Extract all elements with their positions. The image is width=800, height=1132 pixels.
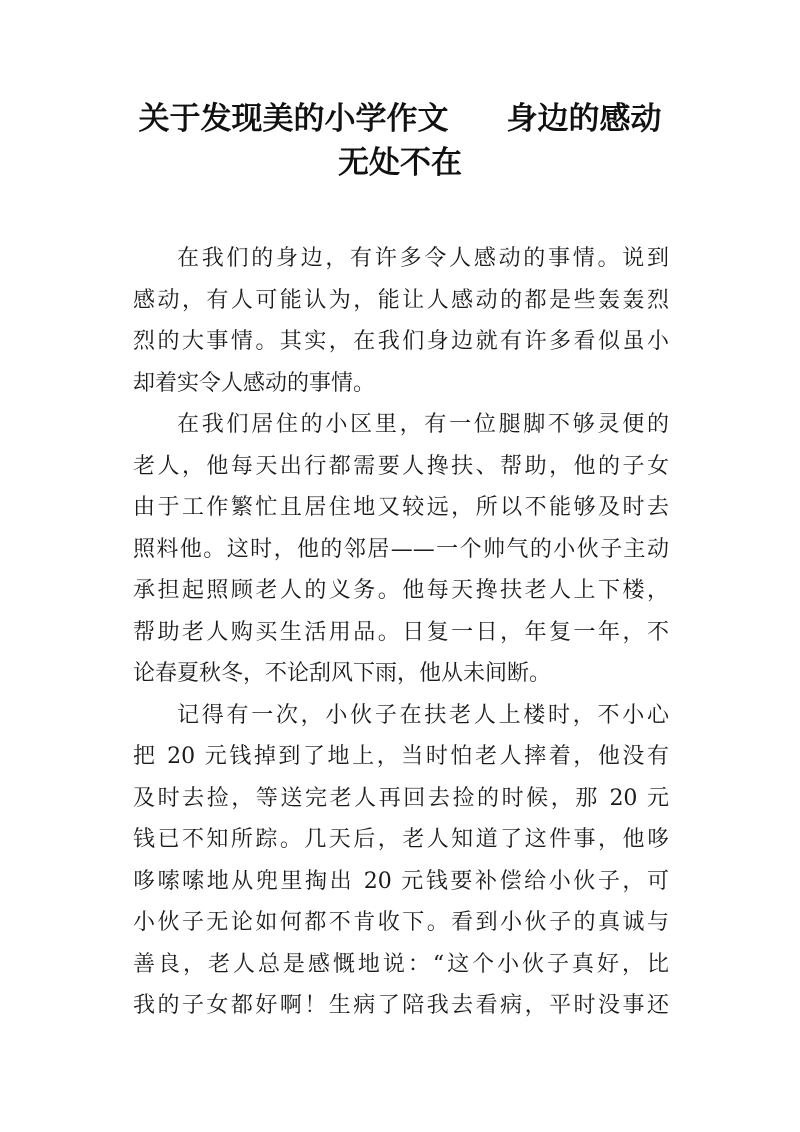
text-line: 哆嗦嗦地从兜里掏出 20 元钱要补偿给小伙子，可 [133, 868, 669, 894]
text-line: 论春夏秋冬，不论刮风下雨，他从未间断。 [133, 661, 552, 686]
document-title [100, 97, 700, 185]
text-line: 把 20 元钱掉到了地上，当时怕老人摔着，他没有 [133, 744, 669, 769]
document-body [133, 238, 669, 1027]
text-line: 感动，有人可能认为，能让人感动的都是些轰轰烈 [133, 287, 669, 313]
title-part-1: 关于发现美的小学作文 [138, 101, 449, 137]
paragraph-2 [133, 404, 669, 695]
text-line: 在我们的身边，有许多令人感动的事情。说到 [177, 246, 669, 271]
text-line: 在我们居住的小区里，有一位腿脚不够灵便的 [177, 412, 669, 437]
title-part-2: 身边的感动 [506, 101, 662, 137]
text-line: 我的子女都好啊！生病了陪我去看病，平时没事还 [133, 993, 669, 1018]
title-line-2: 无处不在 [338, 145, 462, 181]
text-line: 及时去捡，等送完老人再回去捡的时候，那 20 元 [133, 785, 669, 811]
text-line: 老人，他每天出行都需要人搀扶、帮助，他的子女 [133, 453, 669, 479]
text-line: 烈的大事情。其实，在我们身边就有许多看似虽小 [133, 329, 669, 354]
text-line: 照料他。这时，他的邻居——一个帅气的小伙子主动 [133, 536, 669, 562]
text-line: 钱已不知所踪。几天后，老人知道了这件事，他哆 [133, 827, 669, 852]
text-line: 承担起照顾老人的义务。他每天搀扶老人上下楼， [133, 578, 669, 603]
text-line: 记得有一次，小伙子在扶老人上楼时，不小心 [177, 702, 669, 728]
text-line: 却着实令人感动的事情。 [133, 370, 376, 396]
text-line: 善良，老人总是感慨地说：“这个小伙子真好，比 [133, 951, 669, 977]
paragraph-3 [133, 695, 669, 1027]
text-line: 帮助老人购买生活用品。日复一日，年复一年，不 [133, 619, 669, 645]
paragraph-1 [133, 238, 669, 404]
text-line: 小伙子无论如何都不肯收下。看到小伙子的真诚与 [133, 910, 669, 935]
text-line: 由于工作繁忙且居住地又较远，所以不能够及时去 [133, 495, 669, 520]
